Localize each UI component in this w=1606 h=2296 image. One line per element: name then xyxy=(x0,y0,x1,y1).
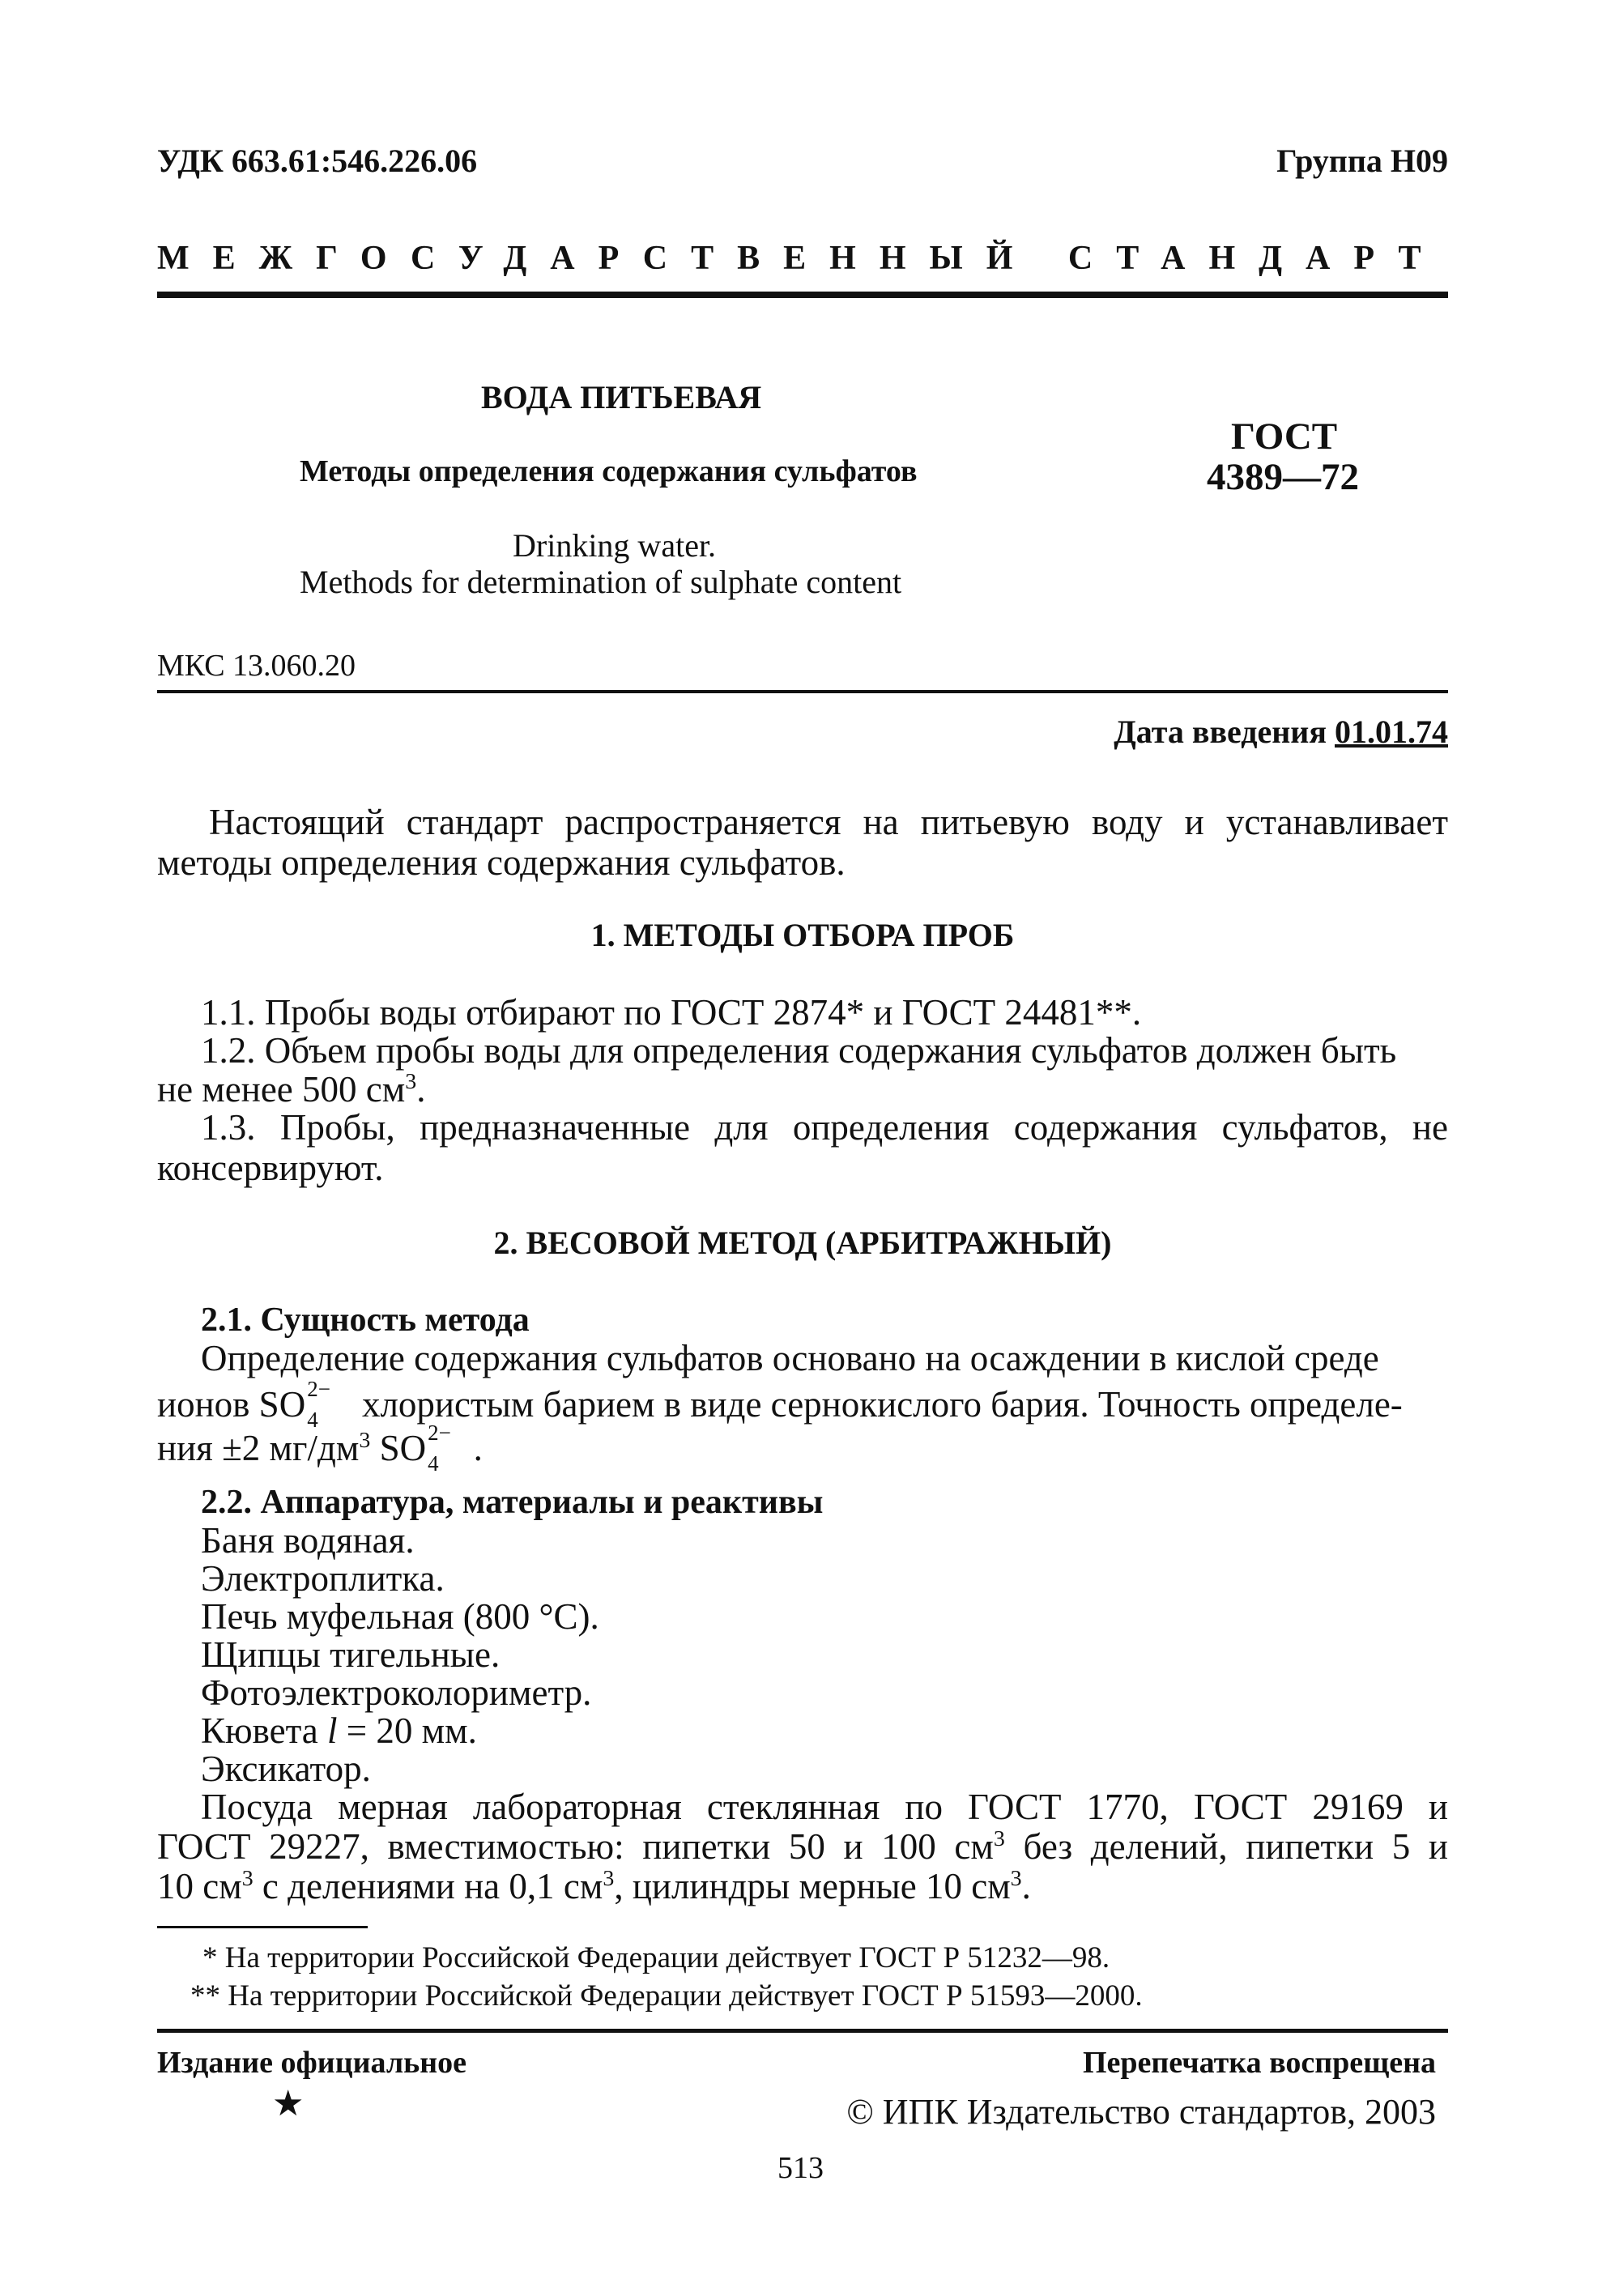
clause-1-2-line-2: не менее 500 $см^3$. xyxy=(157,1069,426,1110)
clause-1-1: 1.1. Пробы воды отбирают по ГОСТ 2874* и ГОСТ 24481**. xyxy=(201,992,1142,1033)
equipment-item: Фотоэлектроколориметр. xyxy=(201,1672,592,1713)
title-en-line-1: Drinking water. xyxy=(513,527,717,564)
equipment-item: Печь муфельная (800 °С). xyxy=(201,1596,599,1637)
copyright: © ИПК Издательство стандартов, 2003 xyxy=(846,2092,1436,2132)
essence-line-1: Определение содержания сульфатов основано на осаждении в кислой среде xyxy=(201,1338,1379,1378)
equipment-item: Щипцы тигельные. xyxy=(201,1634,501,1675)
essence-line-3: ния ±2 $мг/дм^3$ SO 2− 4 . xyxy=(157,1421,483,1476)
sulfate-indices: 2− 4 xyxy=(307,1377,330,1432)
clause-1-2-line-1: 1.2. Объем пробы воды для определения содержания сульфатов должен быть xyxy=(201,1030,1397,1071)
clause-1-3: 1.3. Пробы, предназначенные для определения содержания сульфатов, не консервируют. xyxy=(157,1107,1448,1188)
udc-code: УДК 663.61:546.226.06 xyxy=(157,143,478,179)
glassware-line-3: 10 $см^3$ с делениями на 0,1 $см^3$, цилиндры мерные 10 $см^3$. xyxy=(157,1866,1031,1906)
mks-rule xyxy=(157,690,1448,693)
glassware-line-2: ГОСТ 29227, вместимостью: пипетки 50 и 100 $см^3$ без делений, пипетки 5 и xyxy=(157,1826,1448,1867)
reprint-notice: Перепечатка воспрещена xyxy=(1082,2046,1436,2080)
subsection-2-2-heading: 2.2. Аппаратура, материалы и реактивы xyxy=(201,1484,824,1521)
group-code: Группа Н09 xyxy=(1276,143,1448,179)
equipment-item: Кювета l = 20 мм. xyxy=(201,1710,477,1751)
title-en-line-2: Methods for determination of sulphate content xyxy=(300,564,902,600)
edition-label: Издание официальное xyxy=(157,2046,467,2080)
mks-code: МКС 13.060.20 xyxy=(157,649,356,683)
date-label: Дата введения xyxy=(1114,714,1327,750)
introduction-date xyxy=(1114,713,1448,751)
glassware-line-1: Посуда мерная лабораторная стеклянная по ГОСТ 1770, ГОСТ 29169 и xyxy=(201,1787,1448,1827)
date-value: 01.01.74 xyxy=(1335,714,1448,750)
footnote-1: * На территории Российской Федерации действует ГОСТ Р 51232—98. xyxy=(202,1941,1110,1974)
header-rule xyxy=(157,292,1448,298)
gost-label: ГОСТ xyxy=(1231,415,1338,458)
gost-number: 4389—72 xyxy=(1207,456,1359,498)
equipment-item: Электроплитка. xyxy=(201,1558,445,1599)
equipment-item: Баня водяная. xyxy=(201,1520,415,1561)
essence-line-2: ионов SO 2− 4 хлористым барием в виде сернокислого бария. Точность определе- xyxy=(157,1377,1403,1432)
section-1-heading: 1. МЕТОДЫ ОТБОРА ПРОБ xyxy=(590,917,1015,953)
star-icon: ★ xyxy=(272,2084,305,2123)
section-2-heading: 2. ВЕСОВОЙ МЕТОД (АРБИТРАЖНЫЙ) xyxy=(493,1225,1112,1261)
equipment-item: Эксикатор. xyxy=(201,1749,371,1789)
footer-rule xyxy=(157,2029,1448,2033)
intro-paragraph: Настоящий стандарт распространяется на питьевую воду и устанавливает методы определения содержания сульфатов. xyxy=(157,802,1448,883)
standard-type: МЕЖГОСУДАРСТВЕННЫЙ СТАНДАРТ xyxy=(157,240,1445,277)
page-number: 513 xyxy=(777,2151,824,2185)
subsection-2-1-heading: 2.1. Сущность метода xyxy=(201,1301,530,1339)
title: ВОДА ПИТЬЕВАЯ xyxy=(481,379,762,415)
sulfate-indices: 2− 4 xyxy=(428,1421,451,1476)
footnote-separator xyxy=(157,1926,368,1928)
footnote-2: ** На территории Российской Федерации действует ГОСТ Р 51593—2000. xyxy=(190,1979,1143,2013)
subtitle: Методы определения содержания сульфатов xyxy=(300,454,918,488)
